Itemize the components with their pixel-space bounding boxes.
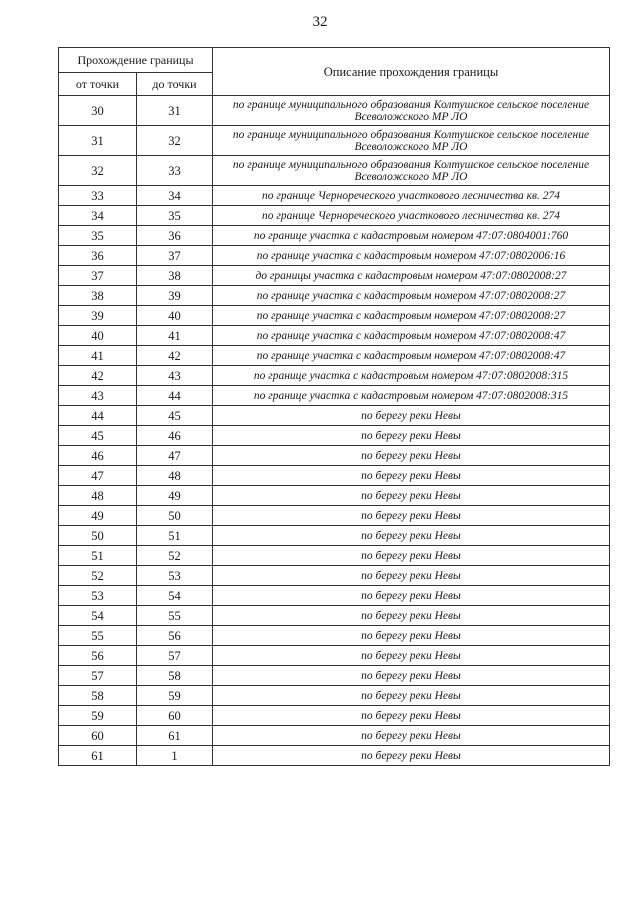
to-point-cell: 38 <box>137 266 213 286</box>
description-cell: до границы участка с кадастровым номером 47:07:0802008:27 <box>213 266 610 286</box>
from-point-cell: 58 <box>59 686 137 706</box>
to-point-cell: 31 <box>137 96 213 126</box>
from-point-cell: 56 <box>59 646 137 666</box>
description-cell: по границе муниципального образования Колтушское сельское поселение Всеволожского МР ЛО <box>213 156 610 186</box>
to-point-cell: 48 <box>137 466 213 486</box>
table-row <box>59 546 610 566</box>
from-point-cell: 33 <box>59 186 137 206</box>
from-point-cell: 50 <box>59 526 137 546</box>
header-from-point: от точки <box>59 73 137 96</box>
table-row <box>59 486 610 506</box>
description-cell: по границе муниципального образования Колтушское сельское поселение Всеволожского МР ЛО <box>213 126 610 156</box>
from-point-cell: 42 <box>59 366 137 386</box>
description-cell: по границе участка с кадастровым номером 47:07:0802008:27 <box>213 286 610 306</box>
from-point-cell: 36 <box>59 246 137 266</box>
from-point-cell: 32 <box>59 156 137 186</box>
description-cell: по границе участка с кадастровым номером 47:07:0802008:315 <box>213 366 610 386</box>
table-row <box>59 686 610 706</box>
header-description: Описание прохождения границы <box>213 48 610 96</box>
description-cell: по границе участка с кадастровым номером 47:07:0804001:760 <box>213 226 610 246</box>
description-cell: по берегу реки Невы <box>213 706 610 726</box>
from-point-cell: 59 <box>59 706 137 726</box>
description-cell: по границе участка с кадастровым номером 47:07:0802006:16 <box>213 246 610 266</box>
from-point-cell: 38 <box>59 286 137 306</box>
from-point-cell: 55 <box>59 626 137 646</box>
to-point-cell: 47 <box>137 446 213 466</box>
description-cell: по границе Черноречеcкого участкового лесничества кв. 274 <box>213 186 610 206</box>
to-point-cell: 33 <box>137 156 213 186</box>
to-point-cell: 1 <box>137 746 213 766</box>
to-point-cell: 44 <box>137 386 213 406</box>
table-row <box>59 286 610 306</box>
to-point-cell: 49 <box>137 486 213 506</box>
from-point-cell: 47 <box>59 466 137 486</box>
to-point-cell: 54 <box>137 586 213 606</box>
description-cell: по берегу реки Невы <box>213 726 610 746</box>
to-point-cell: 36 <box>137 226 213 246</box>
to-point-cell: 37 <box>137 246 213 266</box>
description-cell: по берегу реки Невы <box>213 526 610 546</box>
table-row <box>59 526 610 546</box>
table-row <box>59 306 610 326</box>
table-row <box>59 466 610 486</box>
description-cell: по берегу реки Невы <box>213 406 610 426</box>
table-row <box>59 206 610 226</box>
table-row <box>59 426 610 446</box>
table-row <box>59 506 610 526</box>
description-cell: по берегу реки Невы <box>213 606 610 626</box>
table-row <box>59 96 610 126</box>
from-point-cell: 45 <box>59 426 137 446</box>
from-point-cell: 54 <box>59 606 137 626</box>
to-point-cell: 45 <box>137 406 213 426</box>
from-point-cell: 30 <box>59 96 137 126</box>
from-point-cell: 51 <box>59 546 137 566</box>
description-cell: по берегу реки Невы <box>213 426 610 446</box>
description-cell: по границе Черноречеcкого участкового лесничества кв. 274 <box>213 206 610 226</box>
table-row <box>59 406 610 426</box>
from-point-cell: 39 <box>59 306 137 326</box>
to-point-cell: 40 <box>137 306 213 326</box>
table-row <box>59 366 610 386</box>
header-to-point: до точки <box>137 73 213 96</box>
from-point-cell: 41 <box>59 346 137 366</box>
from-point-cell: 49 <box>59 506 137 526</box>
table-row <box>59 226 610 246</box>
table-row <box>59 246 610 266</box>
table-row <box>59 386 610 406</box>
to-point-cell: 35 <box>137 206 213 226</box>
description-cell: по берегу реки Невы <box>213 626 610 646</box>
description-cell: по берегу реки Невы <box>213 566 610 586</box>
table-row <box>59 266 610 286</box>
to-point-cell: 43 <box>137 366 213 386</box>
to-point-cell: 51 <box>137 526 213 546</box>
from-point-cell: 53 <box>59 586 137 606</box>
from-point-cell: 34 <box>59 206 137 226</box>
to-point-cell: 59 <box>137 686 213 706</box>
page-number: 32 <box>312 14 328 30</box>
to-point-cell: 55 <box>137 606 213 626</box>
to-point-cell: 46 <box>137 426 213 446</box>
to-point-cell: 56 <box>137 626 213 646</box>
table-row <box>59 746 610 766</box>
description-cell: по берегу реки Невы <box>213 646 610 666</box>
header-boundary-passage: Прохождение границы <box>59 48 213 73</box>
table-row <box>59 626 610 646</box>
to-point-cell: 52 <box>137 546 213 566</box>
from-point-cell: 37 <box>59 266 137 286</box>
table-row <box>59 586 610 606</box>
boundary-table <box>58 47 610 766</box>
to-point-cell: 32 <box>137 126 213 156</box>
description-cell: по берегу реки Невы <box>213 466 610 486</box>
description-cell: по границе участка с кадастровым номером 47:07:0802008:47 <box>213 346 610 366</box>
table-row <box>59 706 610 726</box>
table-body <box>59 96 610 766</box>
to-point-cell: 41 <box>137 326 213 346</box>
table-row <box>59 666 610 686</box>
description-cell: по берегу реки Невы <box>213 686 610 706</box>
from-point-cell: 31 <box>59 126 137 156</box>
to-point-cell: 53 <box>137 566 213 586</box>
description-cell: по берегу реки Невы <box>213 506 610 526</box>
to-point-cell: 58 <box>137 666 213 686</box>
description-cell: по берегу реки Невы <box>213 746 610 766</box>
description-cell: по границе участка с кадастровым номером 47:07:0802008:315 <box>213 386 610 406</box>
description-cell: по границе участка с кадастровым номером 47:07:0802008:27 <box>213 306 610 326</box>
from-point-cell: 48 <box>59 486 137 506</box>
table-row <box>59 186 610 206</box>
description-cell: по берегу реки Невы <box>213 546 610 566</box>
description-cell: по границе муниципального образования Колтушское сельское поселение Всеволожского МР ЛО <box>213 96 610 126</box>
from-point-cell: 40 <box>59 326 137 346</box>
from-point-cell: 52 <box>59 566 137 586</box>
table-row <box>59 346 610 366</box>
to-point-cell: 57 <box>137 646 213 666</box>
from-point-cell: 44 <box>59 406 137 426</box>
from-point-cell: 60 <box>59 726 137 746</box>
from-point-cell: 35 <box>59 226 137 246</box>
table-row <box>59 726 610 746</box>
to-point-cell: 34 <box>137 186 213 206</box>
from-point-cell: 57 <box>59 666 137 686</box>
table-row <box>59 126 610 156</box>
description-cell: по берегу реки Невы <box>213 486 610 506</box>
to-point-cell: 39 <box>137 286 213 306</box>
from-point-cell: 61 <box>59 746 137 766</box>
to-point-cell: 61 <box>137 726 213 746</box>
description-cell: по берегу реки Невы <box>213 586 610 606</box>
description-cell: по берегу реки Невы <box>213 446 610 466</box>
from-point-cell: 46 <box>59 446 137 466</box>
table-row <box>59 646 610 666</box>
to-point-cell: 42 <box>137 346 213 366</box>
from-point-cell: 43 <box>59 386 137 406</box>
table-row <box>59 446 610 466</box>
description-cell: по границе участка с кадастровым номером 47:07:0802008:47 <box>213 326 610 346</box>
to-point-cell: 60 <box>137 706 213 726</box>
table-row <box>59 156 610 186</box>
description-cell: по берегу реки Невы <box>213 666 610 686</box>
table-row <box>59 566 610 586</box>
to-point-cell: 50 <box>137 506 213 526</box>
table-row <box>59 326 610 346</box>
table-row <box>59 606 610 626</box>
